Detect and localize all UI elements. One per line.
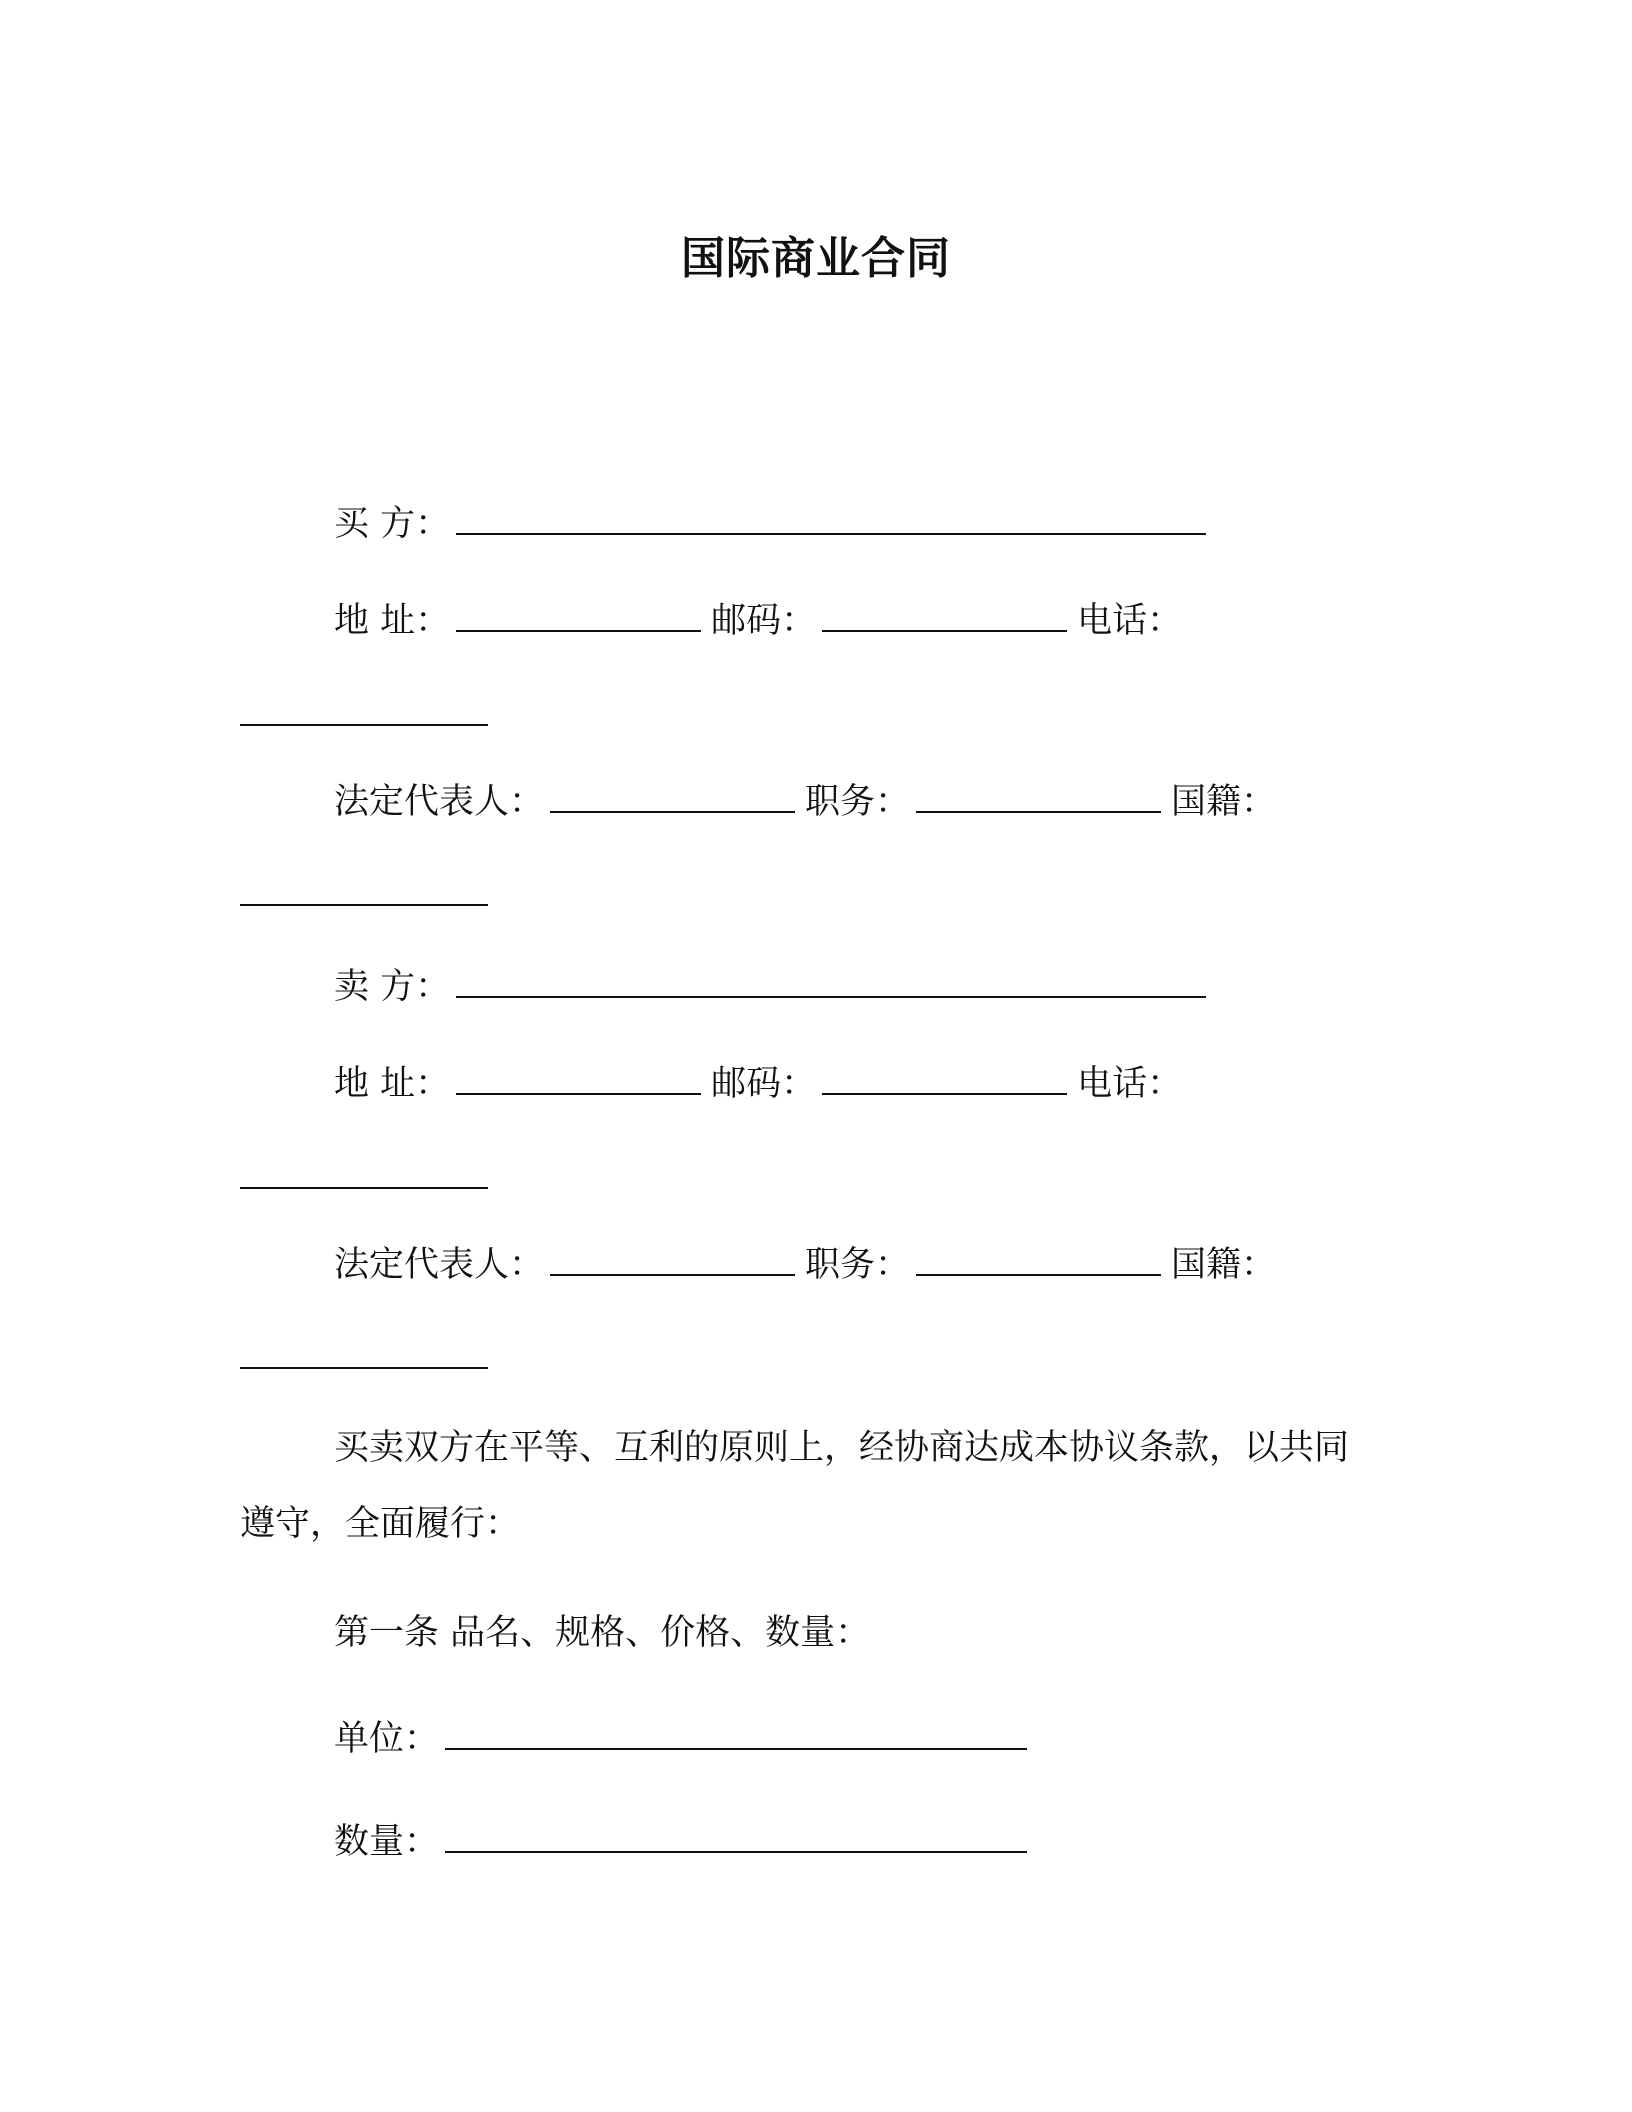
quantity-line — [334, 1818, 1037, 1866]
seller-nationality-label: 国籍： — [1171, 1245, 1277, 1285]
buyer-address-field[interactable] — [456, 600, 701, 632]
seller-label: 卖 方： — [334, 967, 451, 1007]
document-title: 国际商业合同 — [681, 233, 951, 284]
buyer-name-field[interactable] — [456, 503, 1206, 535]
buyer-postcode-field[interactable] — [822, 600, 1067, 632]
buyer-label: 买 方： — [334, 504, 451, 544]
buyer-rep-label: 法定代表人： — [334, 782, 545, 822]
seller-rep-label: 法定代表人： — [334, 1245, 545, 1285]
unit-line — [334, 1715, 1037, 1763]
seller-line — [334, 963, 1216, 1011]
seller-postcode-label: 邮码： — [711, 1064, 817, 1104]
buyer-nationality-label: 国籍： — [1171, 782, 1277, 822]
seller-phone-label: 电话： — [1077, 1064, 1183, 1104]
buyer-rep-line — [334, 778, 1276, 826]
buyer-phone-label: 电话： — [1077, 601, 1183, 641]
preamble-paragraph: 买卖双方在平等、互利的原则上，经协商达成本协议条款，以共同遵守，全面履行： — [240, 1428, 1350, 1544]
seller-nationality-field[interactable] — [240, 1367, 488, 1369]
buyer-position-label: 职务： — [805, 782, 911, 822]
seller-rep-line — [334, 1241, 1276, 1289]
seller-position-label: 职务： — [805, 1245, 911, 1285]
seller-position-field[interactable] — [916, 1244, 1161, 1276]
buyer-rep-field[interactable] — [550, 781, 795, 813]
buyer-phone-field[interactable] — [240, 724, 488, 726]
buyer-postcode-label: 邮码： — [711, 601, 817, 641]
seller-address-line — [334, 1060, 1182, 1108]
buyer-line — [334, 500, 1216, 548]
seller-rep-field[interactable] — [550, 1244, 795, 1276]
buyer-address-line — [334, 597, 1182, 645]
quantity-label: 数量： — [334, 1822, 440, 1862]
seller-postcode-field[interactable] — [822, 1063, 1067, 1095]
article1-heading: 第一条 品名、规格、价格、数量： — [334, 1613, 871, 1653]
quantity-field[interactable] — [445, 1821, 1027, 1853]
seller-phone-field[interactable] — [240, 1187, 488, 1189]
unit-field[interactable] — [445, 1718, 1027, 1750]
seller-address-field[interactable] — [456, 1063, 701, 1095]
unit-label: 单位： — [334, 1719, 440, 1759]
buyer-nationality-field[interactable] — [240, 904, 488, 906]
buyer-address-label: 地 址： — [334, 601, 451, 641]
seller-address-label: 地 址： — [334, 1064, 451, 1104]
buyer-position-field[interactable] — [916, 781, 1161, 813]
seller-name-field[interactable] — [456, 966, 1206, 998]
